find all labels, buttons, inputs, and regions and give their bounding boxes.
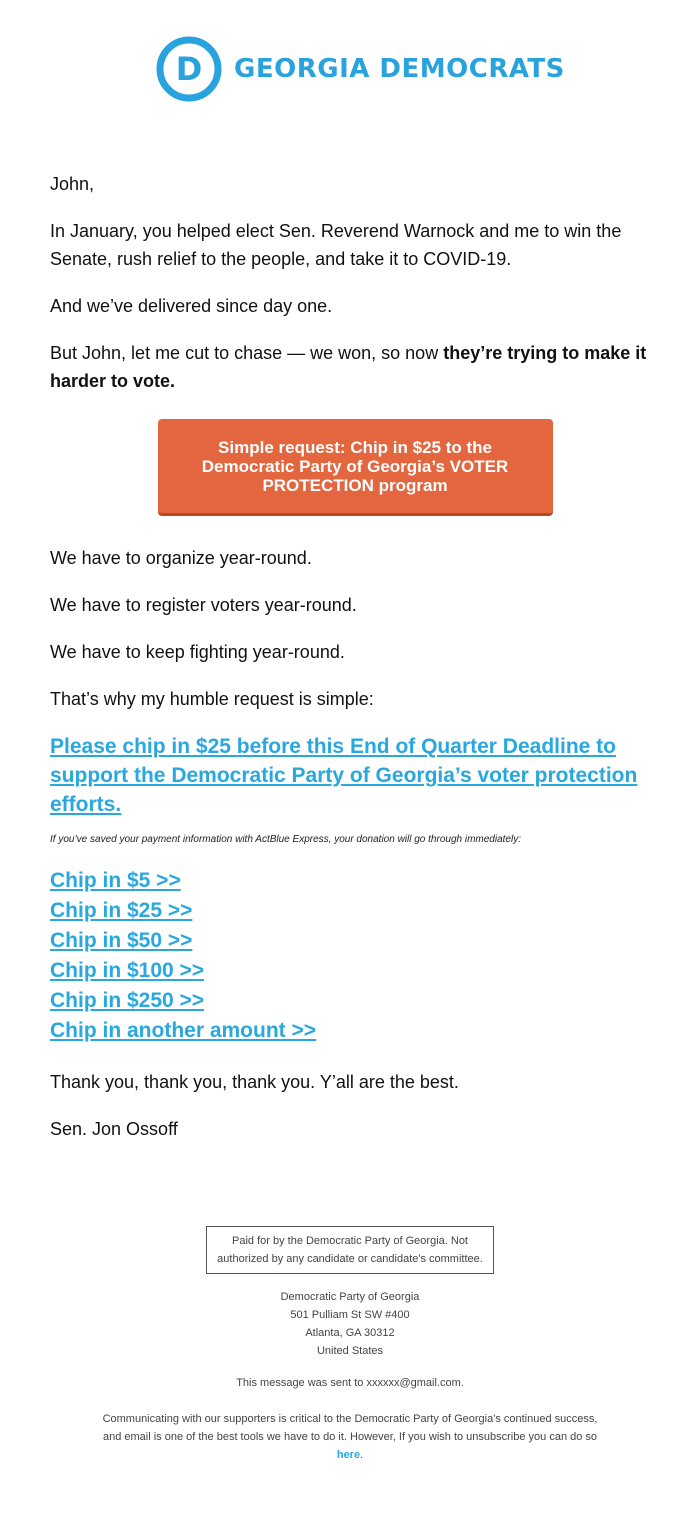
sent-to-suffix: . (460, 1377, 464, 1389)
greeting: John, (50, 174, 95, 194)
chip-in-25-link[interactable]: Chip in $25 >> (50, 899, 193, 922)
chip-in-50-link[interactable]: Chip in $50 >> (50, 929, 193, 952)
paragraph-lead-text: But John, let me cut to chase — we won, so now (50, 343, 444, 363)
email-footer (0, 1226, 700, 1464)
logo-letter: D (175, 50, 203, 88)
mailing-address (0, 1288, 700, 1360)
unsubscribe-end: . (360, 1449, 364, 1461)
address-org: Democratic Party of Georgia (280, 1291, 420, 1303)
cta-wrapper (50, 419, 660, 516)
unsubscribe-text: Communicating with our supporters is critical to the Democratic Party of Georgia's continued success, and email is one of the best tools we have to do it. However, If you wish to unsubscribe you can do so (102, 1413, 598, 1443)
sent-to-prefix: This message was sent to (236, 1377, 367, 1389)
address-street: 501 Pulliam St SW #400 (290, 1309, 410, 1321)
chip-in-25-main-link[interactable]: Please chip in $25 before this End of Quarter Deadline to support the Democratic Party of Georgia’s voter protection efforts. (50, 735, 638, 816)
thanks-line: Thank you, thank you, thank you. Y’all are the best. (50, 1072, 459, 1092)
header-logo[interactable] (156, 36, 565, 102)
email-body (50, 170, 660, 1162)
chip-in-other-amount-link[interactable]: Chip in another amount >> (50, 1019, 317, 1042)
unsubscribe-notice (100, 1410, 600, 1464)
unsubscribe-link[interactable]: here (336, 1449, 361, 1461)
paid-for-disclaimer: Paid for by the Democratic Party of Georgia. Not authorized by any candidate or candidate's committee. (206, 1226, 494, 1274)
chip-in-25-cta-button[interactable]: Simple request: Chip in $25 to the Democratic Party of Georgia’s VOTER PROTECTION program (158, 419, 553, 516)
paragraph-delivered: And we’ve delivered since day one. (50, 296, 333, 316)
actblue-express-note: If you’ve saved your payment information with ActBlue Express, your donation will go through immediately: (50, 834, 521, 845)
logo-text: GEORGIA DEMOCRATS (234, 54, 565, 84)
chip-in-250-link[interactable]: Chip in $250 >> (50, 989, 205, 1012)
paragraph-harder-to-vote (50, 339, 660, 395)
chip-in-100-link[interactable]: Chip in $100 >> (50, 959, 205, 982)
address-country: United States (316, 1345, 384, 1357)
democrats-d-logo-icon (156, 36, 222, 102)
signature: Sen. Jon Ossoff (50, 1119, 178, 1139)
address-city: Atlanta, GA 30312 (305, 1327, 395, 1339)
sent-to-notice (0, 1374, 700, 1392)
paragraph-bold-text: they’re trying to make it harder to vote. (50, 343, 647, 391)
paragraph-january: In January, you helped elect Sen. Reverend Warnock and me to win the Senate, rush relief to the people, and take it to COVID-19. (50, 221, 622, 269)
recipient-email: xxxxxx@gmail.com (366, 1377, 461, 1389)
chip-in-5-link[interactable]: Chip in $5 >> (50, 869, 181, 892)
line-humble-request: That’s why my humble request is simple: (50, 689, 374, 709)
donation-links-list (50, 866, 660, 1046)
line-register: We have to register voters year-round. (50, 595, 357, 615)
line-organize: We have to organize year-round. (50, 548, 312, 568)
line-fighting: We have to keep fighting year-round. (50, 642, 345, 662)
